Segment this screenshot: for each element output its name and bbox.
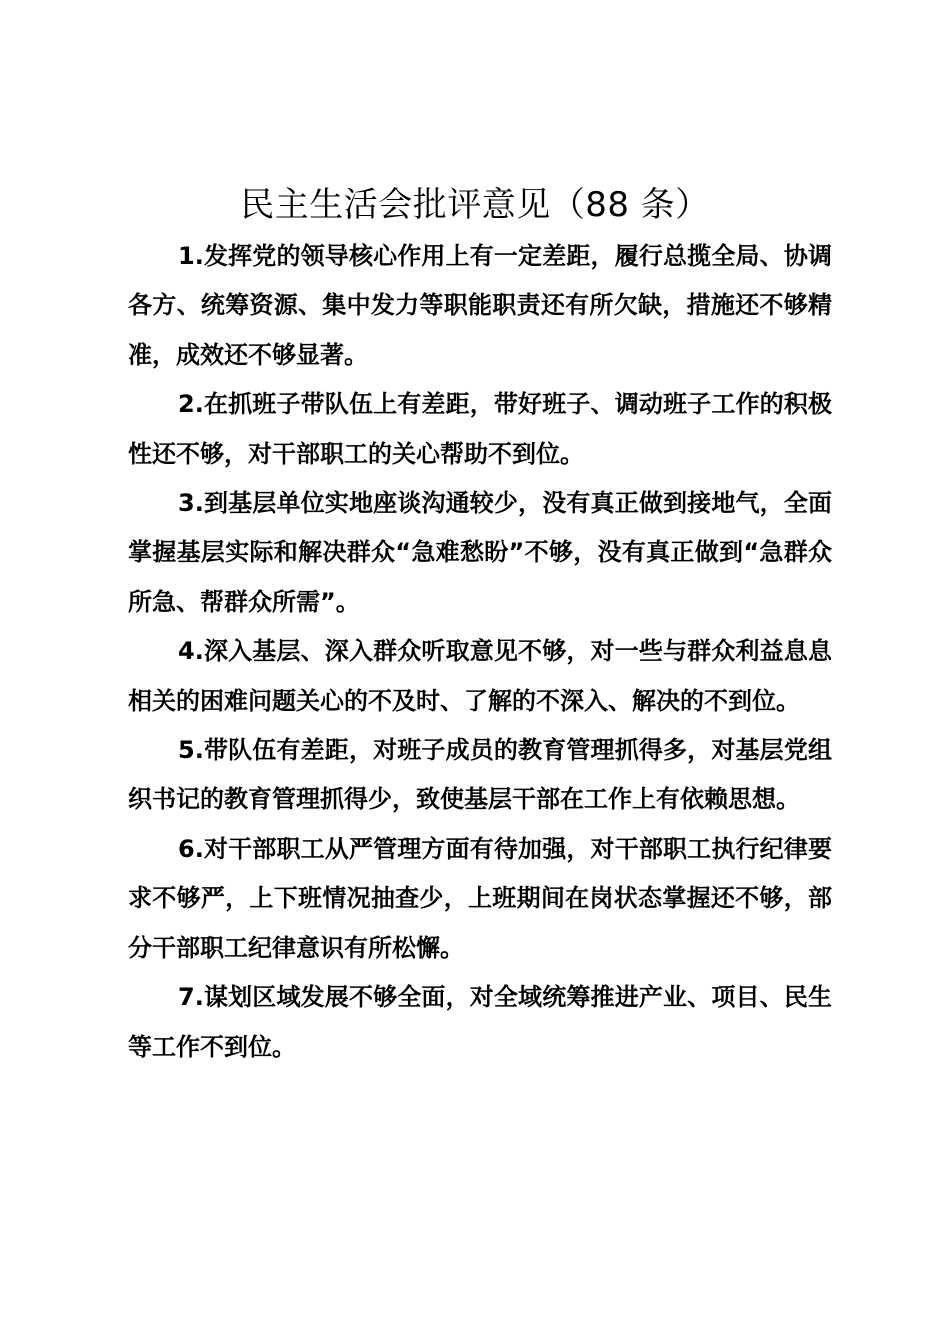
paragraph-4: 4.深入基层、深入群众听取意见不够，对一些与群众利益息息相关的困难问题关心的不及时、了解的不深入、解决的不到位。	[128, 637, 832, 715]
paragraph-5: 5.带队伍有差距，对班子成员的教育管理抓得多，对基层党组织书记的教育管理抓得少，致使基层干部在工作上有依赖思想。	[128, 736, 832, 814]
document-title: 民主生活会批评意见（88 条）	[240, 185, 710, 225]
paragraph-1: 1.发挥党的领导核心作用上有一定差距，履行总揽全局、协调各方、统筹资源、集中发力等职能职责还有所欠缺，措施还不够精准，成效还不够显著。	[128, 242, 832, 369]
paragraph-2: 2.在抓班子带队伍上有差距，带好班子、调动班子工作的积极性还不够，对干部职工的关心帮助不到位。	[128, 390, 832, 468]
paragraph-6: 6.对干部职工从严管理方面有待加强，对干部职工执行纪律要求不够严，上下班情况抽查少，上班期间在岗状态掌握还不够，部分干部职工纪律意识有所松懈。	[128, 834, 832, 962]
paragraph-7: 7.谋划区域发展不够全面，对全域统筹推进产业、项目、民生等工作不到位。	[128, 983, 832, 1061]
paragraph-3: 3.到基层单位实地座谈沟通较少，没有真正做到接地气，全面掌握基层实际和解决群众“急难愁盼”不够，没有真正做到“急群众所急、帮群众所需”。	[128, 489, 832, 616]
document-body	[128, 232, 832, 1072]
